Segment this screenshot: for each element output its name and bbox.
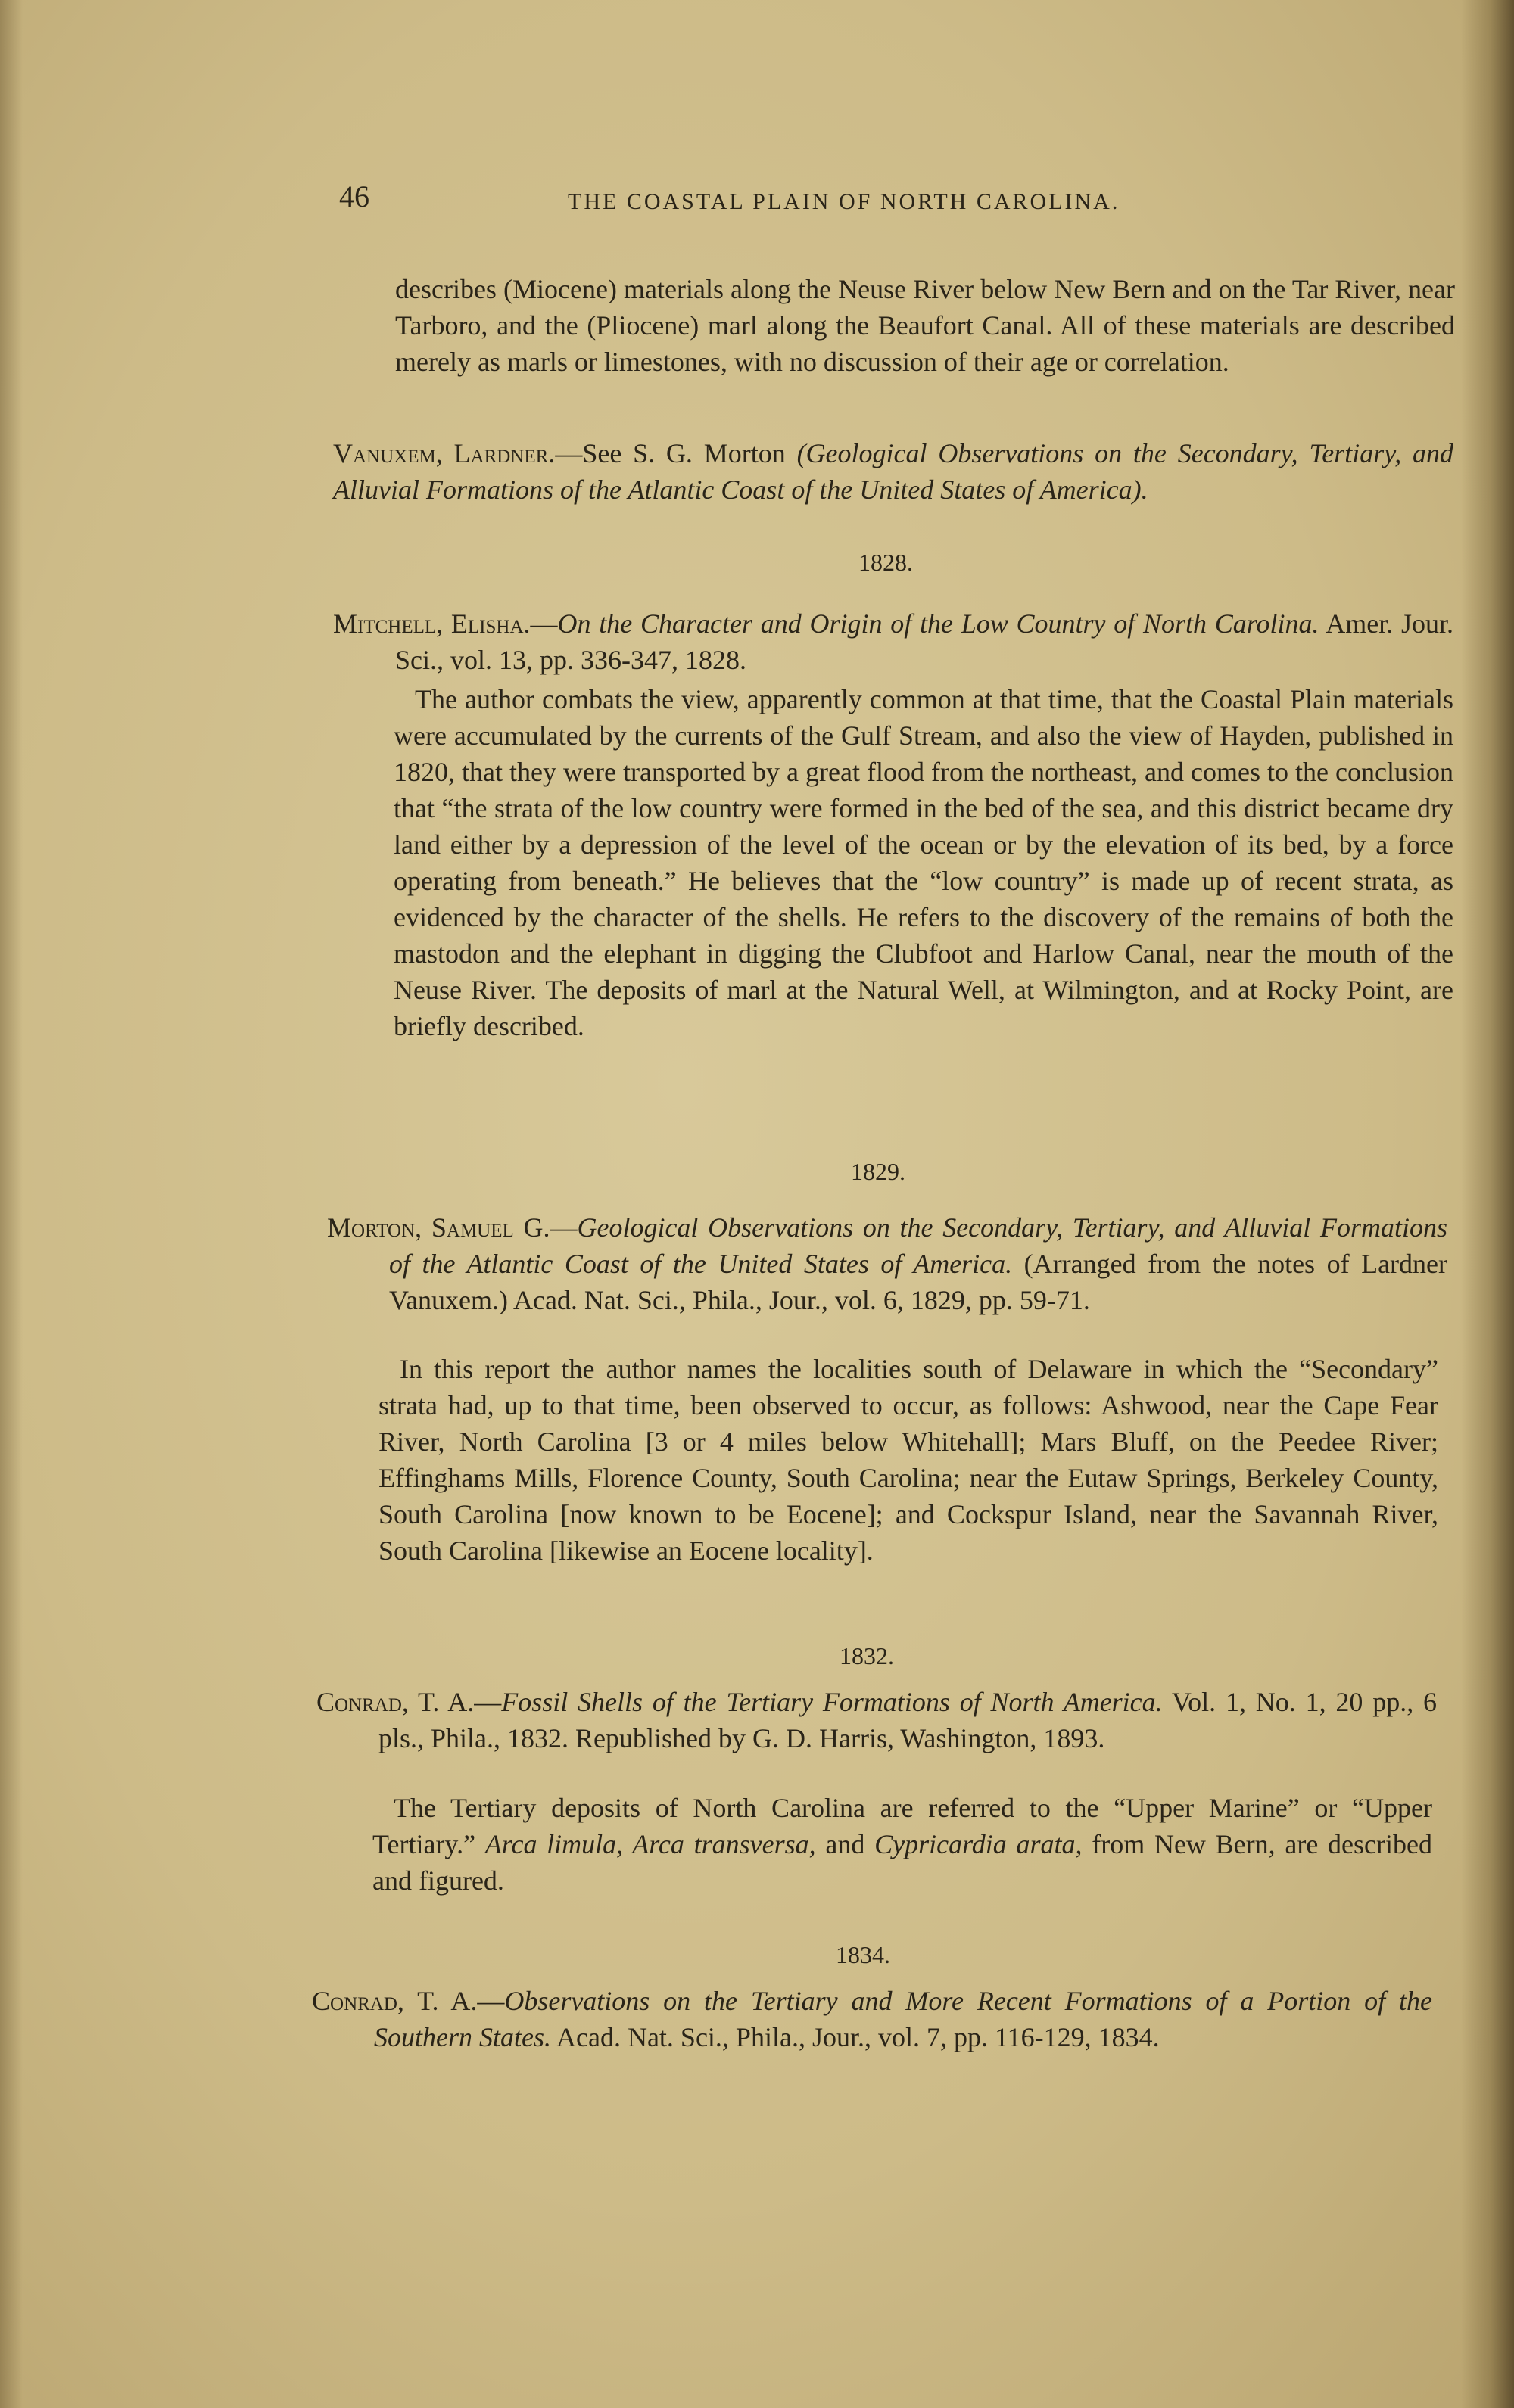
page-edge-shadow bbox=[1461, 0, 1514, 2408]
paragraph-mitchell-body: The author combats the view, apparently common at that time, that the Coastal Plain materials were accumulated by the currents of the Gulf Stream, and also the view of Hayden, published in 1820, that they were transported by a great flood from the northeast, and comes to the conclusion that “the strata of the low country were formed in the bed of the sea, and this district became dry land either by a depression of the level of the ocean or by the elevation of its bed, by a force operating from beneath.” He believes that the “low country” is made up of recent strata, as evidenced by the character of the shells. He refers to the discovery of the remains of both the mastodon and the elephant in digging the Clubfoot and Harlow Canal, near the mouth of the Neuse River. The deposits of marl at the Natural Well, at Wilmington, and at Rocky Point, are briefly described. bbox=[394, 684, 1453, 1041]
entry-citation: Amer. Jour. Sci., vol. 13, pp. 336-347, 1828. bbox=[395, 608, 1453, 675]
entry-citation: Vol. 1, No. 1, 20 pp., 6 pls., Phila., 1832. Republished by G. D. Harris, Washington, 1893. bbox=[378, 1687, 1438, 1753]
entry-title: Fossil Shells of the Tertiary Formations of North America. bbox=[501, 1687, 1163, 1717]
year-heading-1828: 1828. bbox=[858, 549, 913, 576]
running-title: THE COASTAL PLAIN OF NORTH CAROLINA. bbox=[568, 189, 1120, 214]
entry-conrad-1832 bbox=[316, 1684, 1437, 1756]
entry-title: Geological Observations on the Secondary, Tertiary, and Alluvial Formations of the Atlantic Coast of the United States of America. bbox=[389, 1212, 1447, 1279]
paragraph-morton-body: In this report the author names the localities south of Delaware in which the “Secondary” strata had, up to that time, been observed to occur, as follows: Ashwood, near the Cape Fear River, North Carolina [3 or 4 miles below Whitehall]; Mars Bluff, on the Peedee River; Effinghams Mills, Florence County, South Carolina; near the Eutaw Springs, Berkeley County, South Carolina [now known to be Eocene]; and Cockspur Island, near the Savannah River, South Carolina [likewise an Eocene locality]. bbox=[378, 1354, 1438, 1566]
paragraph-continuation: describes (Miocene) materials along the Neuse River below New Bern and on the Tar River, near Tarboro, and the (Pliocene) marl along the Beaufort Canal. All of these materials are described merely as marls or limestones, with no discussion of their age or correlation. bbox=[395, 274, 1455, 377]
entry-author: Conrad, T. A. bbox=[312, 1986, 478, 2016]
year-heading-1829: 1829. bbox=[851, 1158, 905, 1185]
page-number: 46 bbox=[339, 179, 369, 213]
species-name: Cypricardia arata, bbox=[874, 1829, 1083, 1859]
year-heading-1834: 1834. bbox=[836, 1941, 890, 1968]
entry-citation: (Arranged from the notes of Lardner Vanuxem.) Acad. Nat. Sci., Phila., Jour., vol. 6, 1829, pp. 59-71. bbox=[389, 1249, 1447, 1315]
entry-author: Morton, Samuel G. bbox=[327, 1212, 550, 1243]
entry-title: (Geological Observations on the Secondary, Tertiary, and Alluvial Formations of the Atlantic Coast of the United States of America). bbox=[333, 438, 1454, 505]
entry-mitchell bbox=[333, 605, 1453, 678]
entry-author: Conrad, T. A. bbox=[316, 1687, 475, 1717]
entry-dash: — bbox=[474, 1687, 502, 1717]
entry-vanuxem bbox=[333, 435, 1453, 508]
body-text: The Tertiary deposits of North Carolina are referred to the “Upper Marine” or “Upper Tertiary.” bbox=[372, 1793, 1432, 1859]
entry-dash: — bbox=[477, 1986, 505, 2016]
entry-title: On the Character and Origin of the Low Country of North Carolina. bbox=[557, 608, 1319, 639]
paragraph-conrad-1832-body bbox=[372, 1790, 1432, 1899]
body-text: and bbox=[815, 1829, 875, 1859]
entry-author: Mitchell, Elisha. bbox=[333, 608, 531, 639]
entry-conrad-1834 bbox=[312, 1983, 1432, 2055]
page-gutter-shadow bbox=[0, 0, 23, 2408]
entry-dash: —See S. G. Morton bbox=[555, 438, 797, 468]
entry-morton bbox=[327, 1209, 1447, 1318]
entry-title: Observations on the Tertiary and More Recent Formations of a Portion of the Southern States. bbox=[374, 1986, 1432, 2052]
species-name: Arca limula, Arca transversa, bbox=[484, 1829, 816, 1859]
entry-citation: Acad. Nat. Sci., Phila., Jour., vol. 7, pp. 116-129, 1834. bbox=[550, 2022, 1160, 2052]
entry-dash: — bbox=[530, 608, 558, 639]
entry-dash: — bbox=[550, 1212, 578, 1243]
body-text: from New Bern, are described and figured. bbox=[372, 1829, 1432, 1896]
year-heading-1832: 1832. bbox=[840, 1642, 894, 1669]
entry-author: Vanuxem, Lardner. bbox=[333, 438, 556, 468]
